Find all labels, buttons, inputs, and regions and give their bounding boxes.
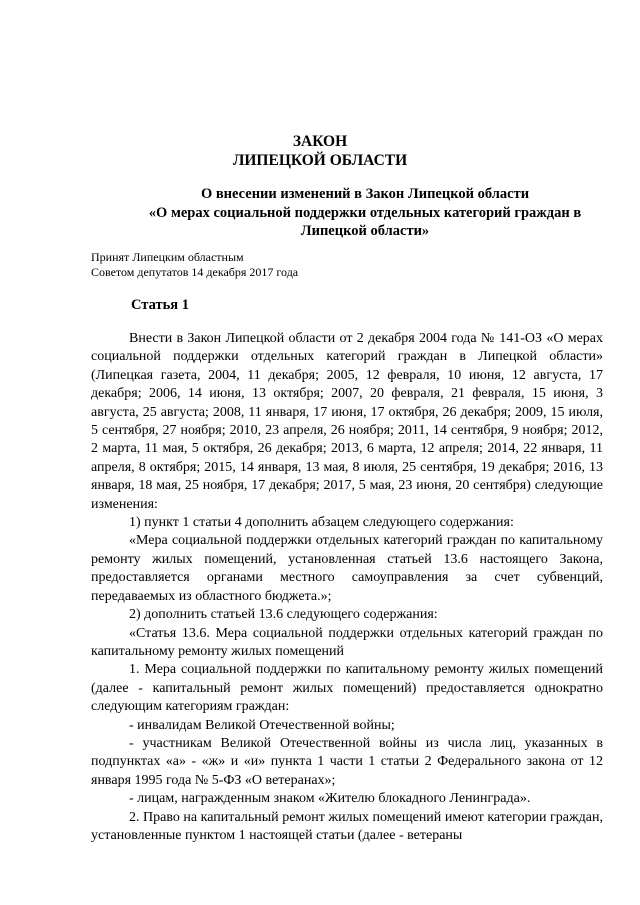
article-heading: Статья 1 (131, 297, 189, 313)
paragraph: 1. Мера социальной поддержки по капитальному ремонту жилых помещений (далее - капитальный ремонт жилых помещений) предоставляется однократно следующим категориям граждан: (91, 662, 603, 715)
paragraph: 2. Право на капитальный ремонт жилых помещений имеют категории граждан, установленные пунктом 1 настоящей статьи (далее - ветераны (91, 809, 603, 843)
paragraph: Внести в Закон Липецкой области от 2 декабря 2004 года № 141-ОЗ «О мерах социальной поддержки отдельных категорий граждан в Липецкой области» (Липецкая газета, 2004, 11 декабря; 2005, 12 февраля, 10 июня, 12 августа, 17 декабря; 2006, 14 июня, 13 октября; 2007, 20 февраля, 21 февраля, 15 июня, 3 августа, 25 августа; 2008, 11 января, 17 июня, 17 октября, 26 декабря; 2009, 15 июля, 5 сентября, 27 ноября; 2010, 23 апреля, 26 ноября; 2011, 14 сентября, 9 ноября; 2012, 2 марта, 11 мая, 5 октября, 26 декабря; 2013, 6 марта, 12 апреля; 2014, 22 января, 11 апреля, 8 октября; 2015, 14 января, 13 мая, 8 июля, 25 сентября, 19 декабря; 2016, 13 января, 18 мая, 25 ноября, 17 декабря; 2017, 5 мая, 23 июня, 20 сентября) следующие изменения: (91, 331, 603, 512)
paragraph: - лицам, награжденным знаком «Жителю блокадного Ленинграда». (129, 791, 531, 807)
law-subtitle-line3: Липецкой области» (300, 223, 430, 239)
paragraph: - участникам Великой Отечественной войны из числа лиц, указанных в подпунктах «а» - «ж» и «и» пункта 1 части 1 статьи 2 Федерального закона от 12 января 1995 года № 5-ФЗ «О ветеранах»; (91, 735, 603, 788)
law-subtitle-line1: О внесении изменений в Закон Липецкой области (200, 186, 530, 202)
law-title: ЗАКОН (292, 133, 348, 150)
law-region: ЛИПЕЦКОЙ ОБЛАСТИ (232, 152, 408, 169)
paragraph: «Статья 13.6. Мера социальной поддержки отдельных категорий граждан по капитальному ремонту жилых помещений (91, 625, 603, 659)
adopted-line2: Советом депутатов 14 декабря 2017 года (91, 265, 299, 279)
paragraph: 2) дополнить статьей 13.6 следующего содержания: (129, 607, 438, 623)
law-subtitle-line2: «О мерах социальной поддержки отдельных категорий граждан в (148, 205, 582, 221)
article-body (91, 330, 603, 845)
adopted-line1: Принят Липецким областным (91, 250, 244, 264)
paragraph: «Мера социальной поддержки отдельных категорий граждан по капитальному ремонту жилых помещений, установленная статьей 13.6 настоящего Закона, предоставляется органами местного самоуправления за счет субвенций, передаваемых из областного бюджета.»; (91, 533, 603, 604)
paragraph: - инвалидам Великой Отечественной войны; (129, 717, 395, 733)
paragraph: 1) пункт 1 статьи 4 дополнить абзацем следующего содержания: (129, 515, 514, 531)
